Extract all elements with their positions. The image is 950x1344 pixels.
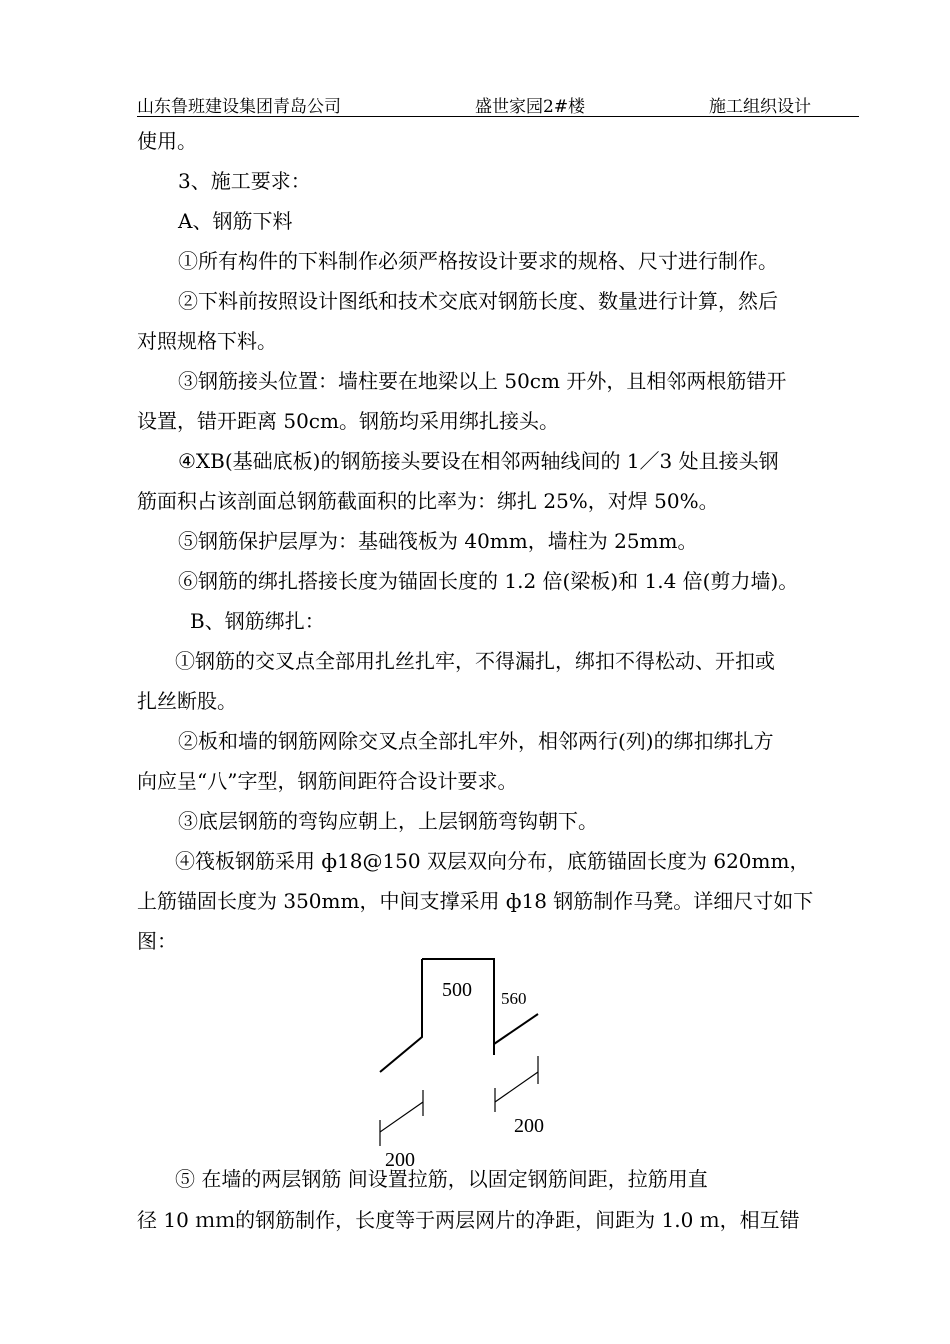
text-line: 3、施工要求：: [178, 169, 311, 193]
left-dim-line: [380, 1102, 423, 1132]
text-line: 径 10 ｍｍ的钢筋制作，长度等于两层网片的净距，间距为 1.0 ｍ，相互错: [137, 1208, 800, 1232]
text-line: ③底层钢筋的弯钩应朝上，上层钢筋弯钩朝下。: [178, 809, 598, 833]
text-line: ②下料前按照设计图纸和技术交底对钢筋长度、数量进行计算，然后: [178, 289, 778, 313]
text-line: 筋面积占该剖面总钢筋截面积的比率为：绑扎 25%，对焊 50%。: [137, 489, 719, 513]
text-line: ①钢筋的交叉点全部用扎丝扎牢，不得漏扎，绑扣不得松动、开扣或: [175, 649, 775, 673]
text-line: 扎丝断股。: [137, 689, 237, 713]
text-line: ⑥钢筋的绑扎搭接长度为锚固长度的 1.2 倍(梁板)和 1.4 倍(剪力墙)。: [178, 569, 799, 593]
text-line: ④筏板钢筋采用 ф18@150 双层双向分布，底筋锚固长度为 620mm，: [175, 849, 810, 873]
left-dim-label: 200: [385, 1149, 415, 1171]
stool-top-label: 500: [442, 979, 472, 1001]
header-company: 山东鲁班建设集团青岛公司: [137, 97, 341, 117]
text-line: ④XB(基础底板)的钢筋接头要设在相邻两轴线间的 1／3 处且接头钢: [178, 449, 779, 473]
support-stool-diagram: [370, 950, 570, 1175]
text-line: ②板和墙的钢筋网除交叉点全部扎牢外，相邻两行(列)的绑扣绑扎方: [178, 729, 774, 753]
text-line: ③钢筋接头位置：墙柱要在地梁以上 50cm 开外，且相邻两根筋错开: [178, 369, 787, 393]
text-line: 向应呈“八”字型，钢筋间距符合设计要求。: [137, 769, 518, 793]
text-line: ①所有构件的下料制作必须严格按设计要求的规格、尺寸进行制作。: [178, 249, 778, 273]
right-dim-line: [495, 1072, 538, 1102]
stool-slant-label: 560: [501, 989, 527, 1008]
text-line: 使用。: [137, 129, 197, 153]
right-dim-label: 200: [514, 1115, 544, 1137]
text-line: 对照规格下料。: [137, 329, 277, 353]
header-project: 盛世家园2#楼: [475, 97, 586, 117]
header-doc-type: 施工组织设计: [709, 97, 811, 117]
text-line: ⑤ 在墙的两层钢筋 间设置拉筋，以固定钢筋间距，拉筋用直: [175, 1167, 708, 1191]
text-line: ⑤钢筋保护层厚为：基础筏板为 40mm，墙柱为 25mm。: [178, 529, 698, 553]
stool-right-leg: [494, 1014, 538, 1044]
text-line: A、钢筋下料: [178, 209, 293, 233]
stool-top-bar: [380, 959, 422, 1072]
text-line: 图：: [137, 929, 177, 953]
page-header: [137, 92, 859, 117]
text-line: 上筋锚固长度为 350mm，中间支撑采用 ф18 钢筋制作马凳。详细尺寸如下: [137, 889, 814, 913]
text-line: B、钢筋绑扎：: [190, 609, 325, 633]
text-line: 设置，错开距离 50cm。钢筋均采用绑扎接头。: [137, 409, 559, 433]
stool-top-bar-top: [422, 959, 494, 1055]
